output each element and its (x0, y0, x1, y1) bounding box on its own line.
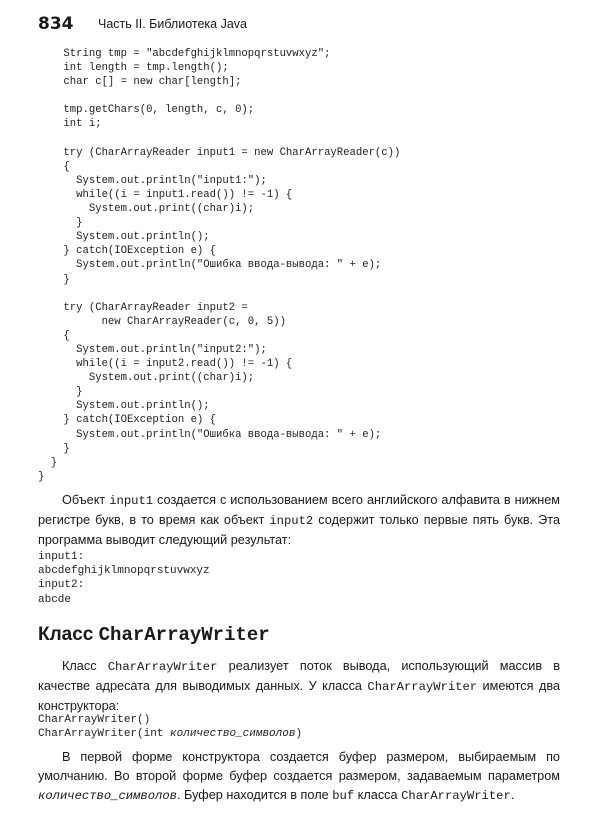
paragraph-class-description (38, 657, 560, 717)
output-line: input2: (38, 579, 85, 592)
code-line: System.out.println("input2:"); (38, 343, 267, 356)
text-run: . Буфер находится в поле (176, 788, 333, 803)
code-line: while((i = input2.read()) != -1) { (38, 358, 293, 371)
code-term: input1 (109, 494, 154, 508)
page-number: 834 (38, 14, 74, 34)
text-run: класса (354, 788, 402, 803)
paragraph-constructor-description (38, 748, 560, 807)
code-line: } (38, 456, 58, 469)
code-term: buf (332, 789, 355, 804)
code-line: System.out.println("Ошибка ввода-вывода: " + e); (38, 259, 382, 272)
code-line: } (38, 273, 70, 286)
code-line: int length = tmp.length(); (38, 62, 229, 75)
code-line: try (CharArrayReader input2 = (38, 301, 248, 314)
code-line: } (38, 470, 45, 483)
code-line: } (38, 217, 83, 230)
code-line: int i; (38, 118, 102, 131)
text-run: создается с использованием всего английского алфавита в нижнем регистре букв, в то время как объект (38, 493, 560, 528)
code-term: CharArrayWriter (367, 680, 478, 695)
code-line: } (38, 442, 70, 455)
code-line: char c[] = new char[length]; (38, 76, 242, 89)
code-term: CharArrayWriter (107, 660, 218, 674)
code-term: input2 (269, 514, 314, 529)
text-run: Объект (62, 493, 110, 507)
constructor-param: количество_символов (170, 728, 296, 741)
code-line: System.out.print((char)i); (38, 203, 255, 216)
constructor-sized-end: ) (295, 728, 303, 741)
paragraph-input-description (38, 491, 560, 551)
code-line: try (CharArrayReader input1 = new CharArrayReader(c)) (38, 146, 401, 159)
heading-class-name: CharArrayWriter (98, 624, 270, 646)
program-output (38, 550, 210, 607)
code-line: while((i = input1.read()) != -1) { (38, 188, 293, 201)
constructor-default: CharArrayWriter() (38, 714, 151, 726)
code-line: System.out.println(); (38, 231, 210, 244)
text-run: В первой форме конструктора создается буфер размером, выбираемым по умолчанию. Во второй форме буфер создается размером, задаваемым параметром (38, 750, 560, 784)
output-line: input1: (38, 551, 85, 563)
text-run: содержит только первые пять букв. Эта программа выводит следующий результат: (38, 513, 560, 548)
code-line: String tmp = "abcdefghijklmnopqrstuvwxyz"; (38, 48, 331, 60)
text-run: . (510, 788, 515, 803)
code-line: tmp.getChars(0, length, c, 0); (38, 104, 255, 117)
code-term: CharArrayWriter (401, 789, 511, 804)
code-line: System.out.println("input1:"); (38, 174, 267, 187)
code-line: { (38, 160, 70, 173)
text-run: имеются два конструктора: (38, 679, 560, 714)
code-line: System.out.print((char)i); (38, 372, 255, 385)
code-line: } catch(IOException e) { (38, 414, 217, 427)
code-listing (38, 47, 400, 484)
text-run: Класс (62, 659, 108, 673)
code-line: System.out.println("Ошибка ввода-вывода: " + e); (38, 428, 382, 441)
output-line: abcdefghijklmnopqrstuvwxyz (38, 565, 210, 578)
param-term: количество_символов (38, 789, 177, 804)
code-line: } (38, 386, 83, 399)
code-line: System.out.println(); (38, 400, 210, 413)
section-heading (38, 624, 270, 646)
code-line: } catch(IOException e) { (38, 245, 217, 258)
heading-prefix: Класс (38, 624, 99, 645)
output-line: abcde (38, 593, 72, 606)
code-line: new CharArrayReader(c, 0, 5)) (38, 315, 286, 328)
constructor-sized-start: CharArrayWriter(int (38, 728, 171, 741)
page-header (38, 14, 568, 38)
constructor-signatures (38, 713, 302, 741)
code-line: { (38, 329, 70, 342)
running-title: Часть II. Библиотека Java (98, 17, 247, 31)
text-run: реализует поток вывода, использующий массив в качестве адресата для выводимых данных. У класса (38, 659, 561, 694)
